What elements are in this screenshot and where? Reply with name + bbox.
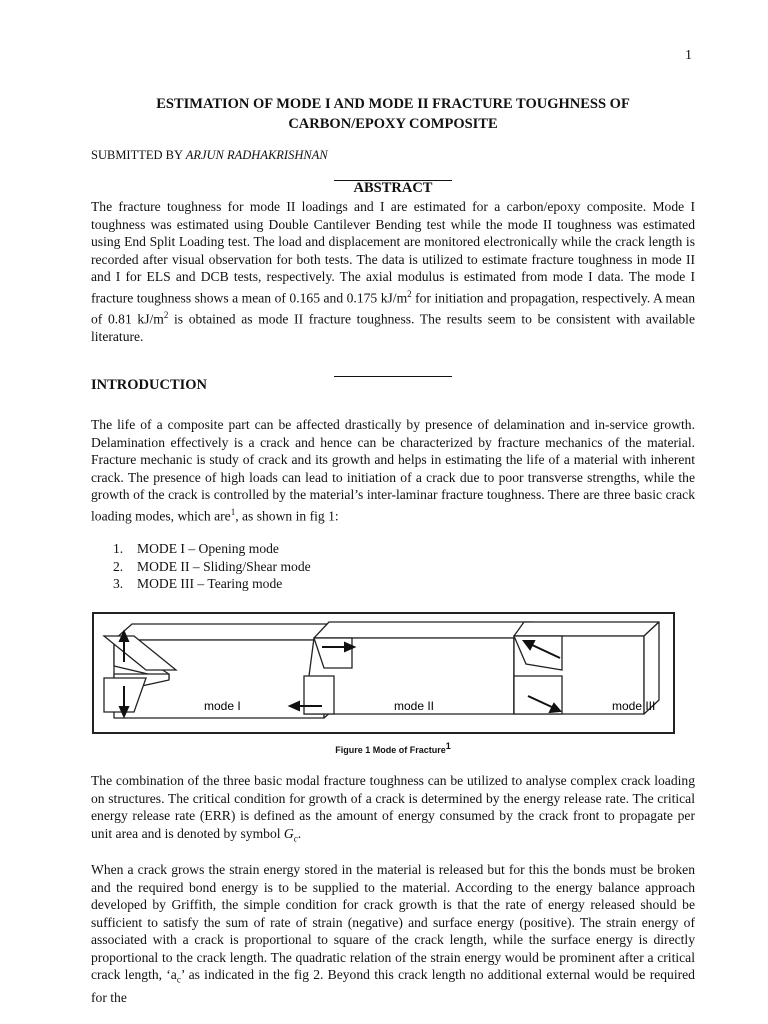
mode-ii-lower-flap <box>304 676 334 714</box>
fracture-modes-illustration <box>94 614 673 732</box>
mode-ii-label: mode II <box>394 699 435 713</box>
introduction-paragraph: The life of a composite part can be affected drastically by presence of delamination and in-service growth. Delamination effectively is a crack and hence can be characterized by fracture mechanics of the material. Fracture mechanic is study of crack and its growth and helps in estimating the life of a material with inherent crack. The presence of high loads can lead to initiation of a crack due to poor transverse strengths, while the growth of the crack is controlled by the material’s inter-laminar fracture toughness. There are three basic crack loading modes, which are$^1$, as shown in fig 1: <box>91 417 695 524</box>
abstract-text: The fracture toughness for mode II loadings and I are estimated for a carbon/epoxy composite. Mode I toughness was estimated using Double Cantilever Bending test while the mode II toughness was estimated using End Split Loading test. The load and displacement are monitored electronically while the crack length is recorded after visual observation for both tests. The data is utilized to estimate fracture toughness in mode II and I for ELS and DCB tests, respectively. The axial modulus is estimated from mode I data. The mode I fracture toughness shows a mean of 0.165 and 0.175 $kJ/m^2$ for initiation and propagation, respectively. A mean of 0.81 $kJ/m^2$ is obtained as mode II fracture toughness. The results seem to be consistent with available literature. <box>91 199 695 344</box>
submitted-by <box>91 148 328 163</box>
submitted-prefix: SUBMITTED BY <box>91 148 183 162</box>
griffith-paragraph: When a crack grows the strain energy stored in the material is released but for this the bonds must be broken and the required bond energy is to be supplied to the material. According to the energy balance approach developed by Griffith, the simple condition for crack growth is that the rate of energy released should be sufficient to satisfy the sum of rate of strain (negative) and surface energy (positive). The strain energy of associated with a crack is proportional to square of the crack length, while the surface energy is directly proportional to the crack length. The quadratic relation of the strain energy would be prominent after a critical crack length, ‘$a_c$’ as indicated in the fig 2. Beyond this crack length no additional external would be required for the <box>91 862 695 1006</box>
list-item: 2. MODE II – Sliding/Shear mode <box>113 558 311 574</box>
mode-i-top-face <box>114 624 342 640</box>
mode-i-label: mode I <box>204 699 241 713</box>
mode-ii-top-face <box>314 622 532 638</box>
paper-title <box>91 94 695 134</box>
author-name: ARJUN RADHAKRISHNAN <box>185 148 328 162</box>
list-item: 3. MODE III – Tearing mode <box>113 576 283 591</box>
title-line-2: CARBON/EPOXY COMPOSITE <box>288 116 498 132</box>
err-paragraph: The combination of the three basic modal fracture toughness can be utilized to analyse complex crack loading on structures. The critical condition for growth of a crack is determined by the energy release rate. The critical energy release rate (ERR) is defined as the amount of energy consumed by the crack front to propagate per unit area and is denoted by symbol $G_c$. <box>91 773 695 844</box>
mode-iii-top-face <box>514 622 659 636</box>
title-line-1: ESTIMATION OF MODE I AND MODE II FRACTURE TOUGHNESS OF <box>156 96 630 112</box>
page-number: 1 <box>685 48 692 63</box>
abstract-end-rule <box>334 376 452 377</box>
fracture-modes-figure <box>92 612 675 734</box>
abstract-heading: ABSTRACT <box>353 180 433 196</box>
mode-iii-label: mode III <box>612 699 656 713</box>
list-item: 1. MODE I – Opening mode <box>113 541 279 556</box>
mode-list <box>113 540 311 593</box>
figure-caption: Figure 1 Mode of Fracture$^1$ <box>335 741 451 755</box>
introduction-heading: INTRODUCTION <box>91 377 208 393</box>
